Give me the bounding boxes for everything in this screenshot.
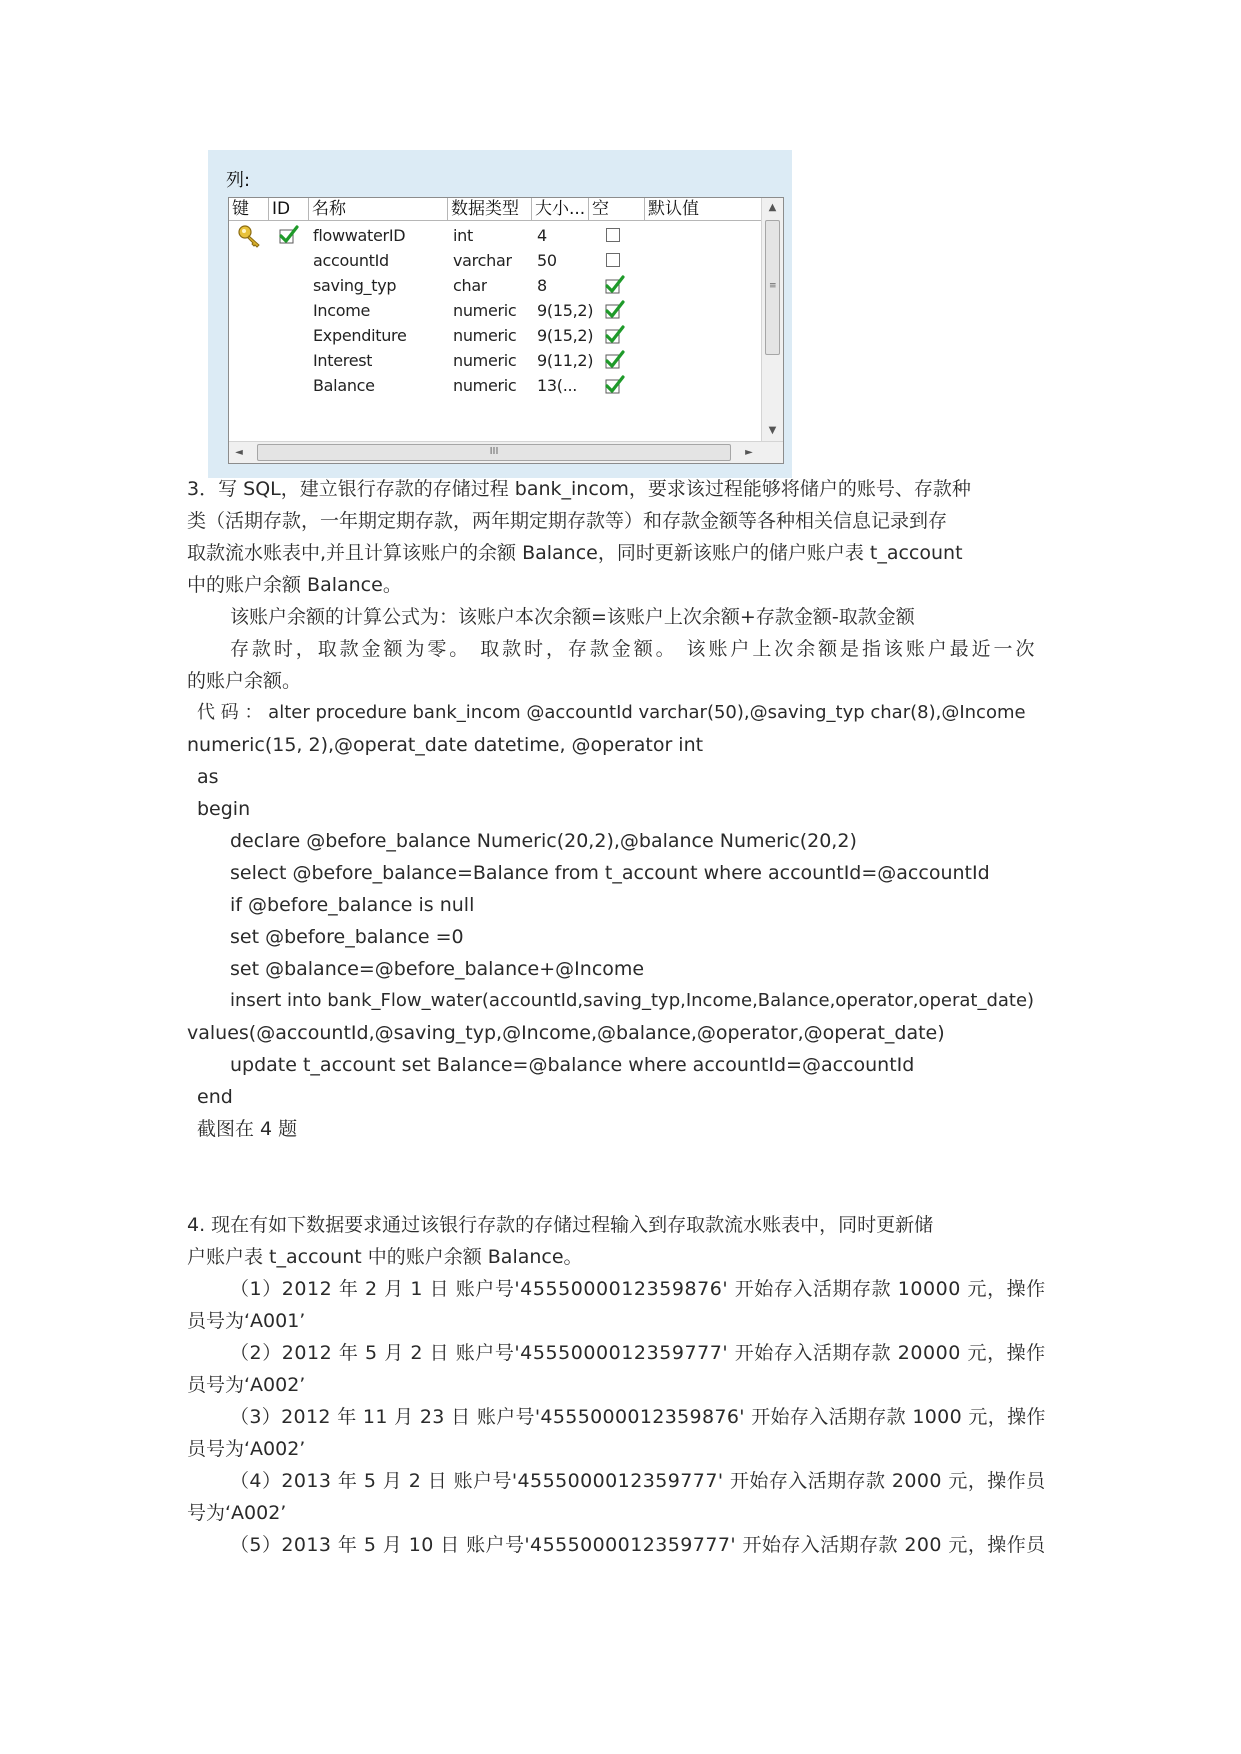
text-line: update t_account set Balance=@balance where accountId=@accountId bbox=[230, 1054, 915, 1076]
text-line: （1）2012 年 2 月 1 日 账户号'4555000012359876' 开始存入活期存款 10000 元，操作 bbox=[230, 1278, 1046, 1300]
size-cell[interactable]: 4 bbox=[537, 226, 547, 245]
primary-key-icon bbox=[237, 224, 263, 248]
col-header-name[interactable]: 名称 bbox=[309, 198, 448, 220]
green-check-icon bbox=[603, 300, 625, 320]
text-line: 该账户余额的计算公式为：该账户本次余额=该账户上次余额+存款金额-取款金额 bbox=[230, 606, 915, 628]
scroll-down-icon[interactable]: ▼ bbox=[768, 425, 777, 436]
table-row[interactable] bbox=[229, 272, 761, 300]
col-header-key[interactable]: 键 bbox=[229, 198, 269, 220]
text-line: 号为‘A002’ bbox=[187, 1502, 287, 1524]
text-line: end bbox=[197, 1086, 233, 1108]
grid-header bbox=[229, 198, 761, 221]
data-type-cell[interactable]: char bbox=[453, 276, 488, 295]
nullable-checkbox[interactable] bbox=[603, 325, 625, 345]
table-row[interactable] bbox=[229, 372, 761, 400]
text-line: 员号为‘A002’ bbox=[187, 1374, 306, 1396]
vertical-scrollbar[interactable] bbox=[761, 198, 783, 441]
empty-checkbox-icon[interactable] bbox=[606, 253, 620, 267]
data-type-cell[interactable]: numeric bbox=[453, 301, 517, 320]
text-line: （4）2013 年 5 月 2 日 账户号'4555000012359777' 开始存入活期存款 2000 元，操作员 bbox=[230, 1470, 1046, 1492]
text-line: as bbox=[197, 766, 219, 788]
size-cell[interactable]: 50 bbox=[537, 251, 557, 270]
text-line: 4. 现在有如下数据要求通过该银行存款的存储过程输入到存取款流水账表中，同时更新储 bbox=[187, 1214, 934, 1236]
text-line: numeric(15, 2),@operat_date datetime, @operator int bbox=[187, 734, 704, 756]
size-cell[interactable]: 13(... bbox=[537, 376, 578, 395]
empty-checkbox-icon[interactable] bbox=[606, 228, 620, 242]
text-line: 取款流水账表中,并且计算该账户的余额 Balance，同时更新该账户的储户账户表 t_account bbox=[187, 542, 963, 564]
data-type-cell[interactable]: varchar bbox=[453, 251, 512, 270]
scroll-up-icon[interactable]: ▲ bbox=[768, 202, 777, 213]
text-line: 存款时，取款金额为零。 取款时，存款金额。 该账户上次余额是指该账户最近一次 bbox=[230, 638, 1038, 660]
green-check-icon bbox=[603, 275, 625, 295]
text-line: begin bbox=[197, 798, 251, 820]
text-line: values(@accountId,@saving_typ,@Income,@balance,@operator,@operat_date) bbox=[187, 1022, 945, 1044]
text-line: 中的账户余额 Balance。 bbox=[187, 574, 402, 596]
col-header-id[interactable]: ID bbox=[269, 198, 309, 220]
nullable-checkbox[interactable] bbox=[603, 300, 625, 320]
columns-heading: 列: bbox=[226, 170, 251, 191]
column-name-cell[interactable]: Income bbox=[313, 301, 371, 320]
text-line: declare @before_balance Numeric(20,2),@balance Numeric(20,2) bbox=[230, 830, 857, 852]
text-line: insert into bank_Flow_water(accountId,saving_typ,Income,Balance,operator,operat_date) bbox=[230, 990, 1035, 1011]
text-line: 代 码 ： alter procedure bank_incom @accountId varchar(50),@saving_typ char(8),@Income bbox=[197, 702, 1026, 723]
data-type-cell[interactable]: numeric bbox=[453, 351, 517, 370]
text-line: 截图在 4 题 bbox=[197, 1118, 298, 1140]
text-line: 3．写 SQL，建立银行存款的存储过程 bank_incom，要求该过程能够将储户的账号、存款种 bbox=[187, 478, 971, 500]
size-cell[interactable]: 9(15,2) bbox=[537, 326, 594, 345]
text-line: 员号为‘A002’ bbox=[187, 1438, 306, 1460]
table-row[interactable] bbox=[229, 247, 761, 275]
text-line: 户账户表 t_account 中的账户余额 Balance。 bbox=[187, 1246, 583, 1268]
column-name-cell[interactable]: accountId bbox=[313, 251, 389, 270]
size-cell[interactable]: 9(11,2) bbox=[537, 351, 594, 370]
text-line: （3）2012 年 11 月 23 日 账户号'4555000012359876' 开始存入活期存款 1000 元，操作 bbox=[230, 1406, 1046, 1428]
table-row[interactable] bbox=[229, 222, 761, 250]
nullable-checkbox[interactable] bbox=[603, 350, 625, 370]
horizontal-scrollbar[interactable] bbox=[229, 441, 783, 463]
green-check-icon bbox=[603, 375, 625, 395]
column-name-cell[interactable]: Expenditure bbox=[313, 326, 407, 345]
col-header-nullable[interactable]: 空 bbox=[589, 198, 645, 220]
col-header-size[interactable]: 大小... bbox=[532, 198, 589, 220]
scroll-right-icon[interactable]: ► bbox=[745, 447, 753, 458]
identity-checkbox[interactable] bbox=[277, 225, 299, 245]
size-cell[interactable]: 8 bbox=[537, 276, 547, 295]
green-check-icon bbox=[603, 350, 625, 370]
text-line: 的账户余额。 bbox=[187, 670, 302, 692]
table-row[interactable] bbox=[229, 297, 761, 325]
grip-icon: ≡ bbox=[769, 281, 777, 291]
data-type-cell[interactable]: numeric bbox=[453, 376, 517, 395]
size-cell[interactable]: 9(15,2) bbox=[537, 301, 594, 320]
table-designer-screenshot bbox=[208, 150, 792, 478]
nullable-checkbox[interactable] bbox=[603, 375, 625, 395]
green-check-icon bbox=[277, 225, 299, 245]
green-check-icon bbox=[603, 325, 625, 345]
column-name-cell[interactable]: Interest bbox=[313, 351, 373, 370]
key-icon bbox=[237, 224, 263, 248]
column-name-cell[interactable]: saving_typ bbox=[313, 276, 397, 295]
text-line: 类（活期存款，一年期定期存款，两年期定期存款等）和存款金额等各种相关信息记录到存 bbox=[187, 510, 948, 532]
text-line: （5）2013 年 5 月 10 日 账户号'4555000012359777' 开始存入活期存款 200 元，操作员 bbox=[230, 1534, 1046, 1556]
hscrollbar-thumb[interactable]: III bbox=[257, 444, 731, 461]
table-row[interactable] bbox=[229, 322, 761, 350]
data-type-cell[interactable]: int bbox=[453, 226, 473, 245]
table-row[interactable] bbox=[229, 347, 761, 375]
column-name-cell[interactable]: flowwaterID bbox=[313, 226, 406, 245]
data-type-cell[interactable]: numeric bbox=[453, 326, 517, 345]
nullable-checkbox[interactable] bbox=[603, 275, 625, 295]
text-line: select @before_balance=Balance from t_account where accountId=@accountId bbox=[230, 862, 990, 884]
col-header-default[interactable]: 默认值 bbox=[648, 199, 699, 219]
text-line: 员号为‘A001’ bbox=[187, 1310, 306, 1332]
columns-grid bbox=[228, 197, 784, 464]
scroll-left-icon[interactable]: ◄ bbox=[235, 447, 243, 458]
col-header-datatype[interactable]: 数据类型 bbox=[448, 198, 532, 220]
text-line: set @before_balance =0 bbox=[230, 926, 464, 948]
text-line: set @balance=@before_balance+@Income bbox=[230, 958, 645, 980]
column-name-cell[interactable]: Balance bbox=[313, 376, 375, 395]
text-line: if @before_balance is null bbox=[230, 894, 475, 916]
text-line: （2）2012 年 5 月 2 日 账户号'4555000012359777' 开始存入活期存款 20000 元，操作 bbox=[230, 1342, 1046, 1364]
